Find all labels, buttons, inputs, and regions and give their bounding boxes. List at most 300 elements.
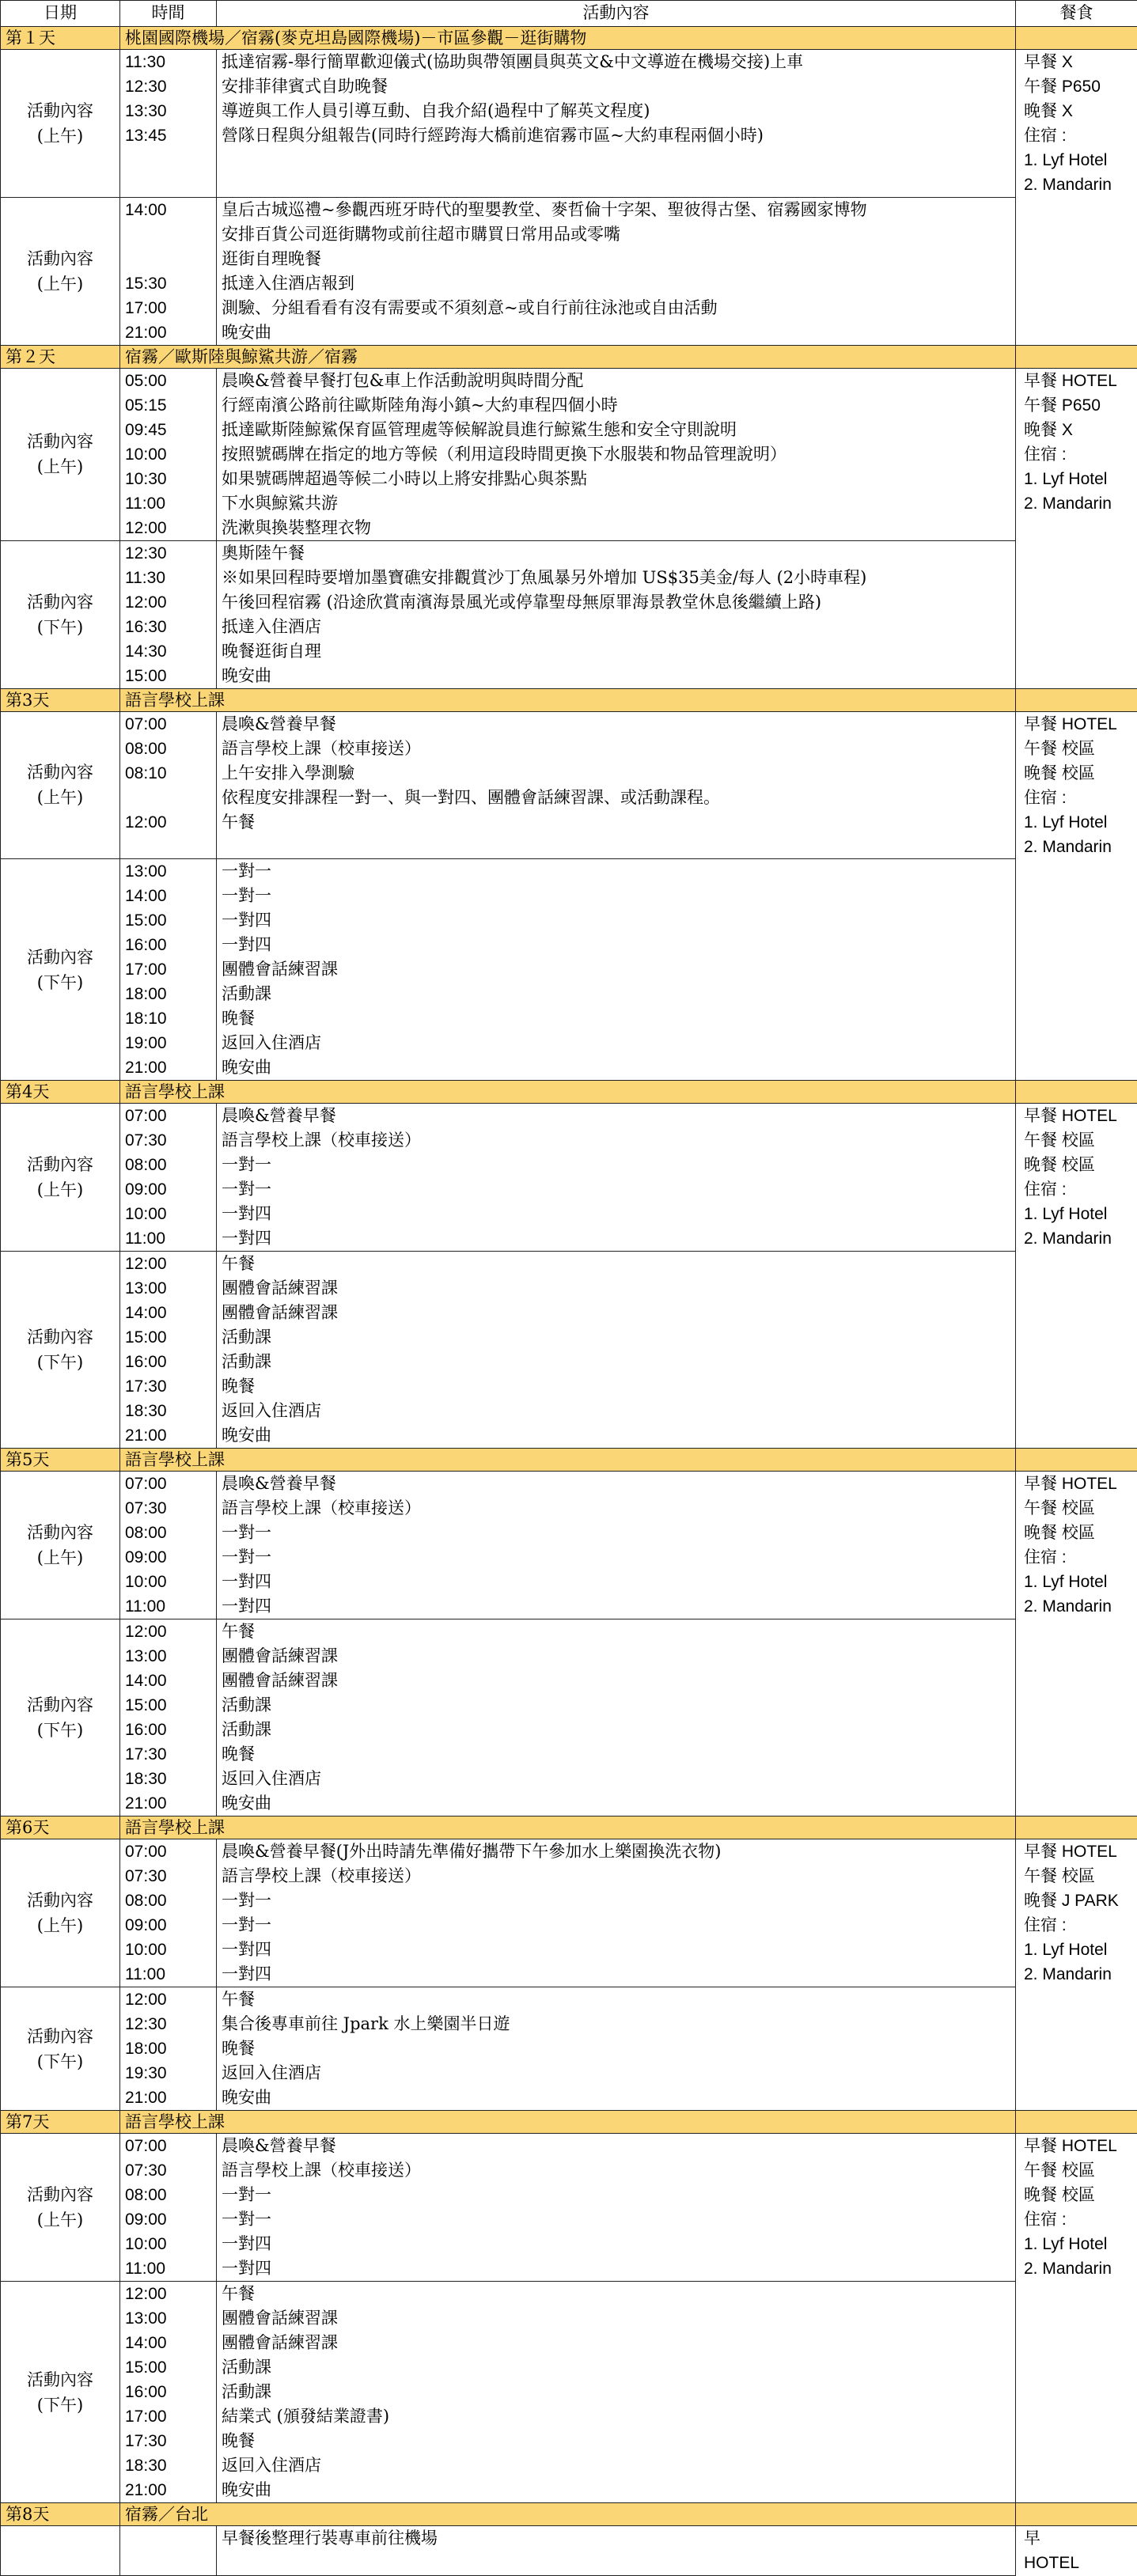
- schedule-activity: 一對一: [222, 1521, 1015, 1545]
- schedule-time: 15:00: [125, 908, 216, 933]
- day-meal-header-cell: [1016, 2111, 1137, 2134]
- schedule-time: 18:30: [125, 1399, 216, 1423]
- activity-column: [217, 1987, 1016, 2111]
- schedule-time: 07:30: [125, 1128, 216, 1153]
- schedule-activity: 一對四: [222, 2256, 1015, 2281]
- meals-cell: [1016, 50, 1137, 198]
- meals-cell-continued: [1016, 1987, 1137, 2111]
- day-label: 第4天: [1, 1081, 120, 1104]
- schedule-time: 21:00: [125, 1791, 216, 1816]
- day-title: 語言學校上課: [120, 688, 1016, 711]
- meal-entry: 晚餐 校區: [1024, 1521, 1137, 1545]
- segment-row: [1, 1839, 1137, 1987]
- schedule-time: 17:30: [125, 1742, 216, 1767]
- time-column: [120, 1619, 217, 1816]
- day-label: 第２天: [1, 345, 120, 368]
- schedule-time: 21:00: [125, 320, 216, 345]
- schedule-time: 08:00: [125, 1888, 216, 1913]
- schedule-time: 13:00: [125, 1644, 216, 1669]
- header-date: 日期: [1, 1, 120, 27]
- day-header-row: [1, 345, 1137, 368]
- meal-entry: 午餐 P650: [1024, 74, 1137, 99]
- schedule-time: 12:00: [125, 1252, 216, 1276]
- meal-entry: 晚餐 J PARK: [1024, 1888, 1137, 1913]
- schedule-time: 19:30: [125, 2061, 216, 2085]
- schedule-time: 07:30: [125, 1864, 216, 1888]
- schedule-time: 12:00: [125, 1987, 216, 2012]
- schedule-time: 07:00: [125, 1839, 216, 1864]
- day-meal-header-cell: [1016, 27, 1137, 50]
- meal-entry: 1. Lyf Hotel: [1024, 1570, 1137, 1594]
- activity-column: [217, 1619, 1016, 1816]
- day-label: 第5天: [1, 1449, 120, 1472]
- day-header-row: [1, 1081, 1137, 1104]
- schedule-time: [125, 786, 216, 810]
- day-title: 宿霧／台北: [120, 2503, 1016, 2526]
- segment-label: 活動內容 (上午): [1, 1839, 120, 1987]
- schedule-time: 15:00: [125, 1693, 216, 1718]
- schedule-activity: 午餐: [222, 1987, 1015, 2012]
- schedule-activity: 返回入住酒店: [222, 2453, 1015, 2478]
- meal-entry: 午餐 校區: [1024, 1128, 1137, 1153]
- day-header-row: [1, 1449, 1137, 1472]
- activity-column: [217, 1104, 1016, 1252]
- schedule-activity: 返回入住酒店: [222, 1031, 1015, 1055]
- schedule-time: [125, 222, 216, 247]
- meals-cell: [1016, 1839, 1137, 1987]
- schedule-activity: 一對四: [222, 1594, 1015, 1619]
- segment-row: [1, 711, 1137, 859]
- meals-cell: [1016, 368, 1137, 540]
- schedule-time: 11:00: [125, 1962, 216, 1987]
- meal-entry: 2. Mandarin: [1024, 1226, 1137, 1251]
- meal-entry: 早餐 HOTEL: [1024, 1472, 1137, 1496]
- schedule-activity: 語言學校上課（校車接送）: [222, 1128, 1015, 1153]
- schedule-time: 09:00: [125, 1177, 216, 1202]
- segment-row: [1, 2526, 1137, 2576]
- schedule-time: [125, 2526, 216, 2551]
- schedule-activity: 一對四: [222, 908, 1015, 933]
- time-column: [120, 859, 217, 1081]
- meal-entry: 2. Mandarin: [1024, 172, 1137, 197]
- schedule-time: 13:45: [125, 123, 216, 148]
- day-header-row: [1, 27, 1137, 50]
- schedule-time: 17:00: [125, 957, 216, 982]
- meal-entry: 2. Mandarin: [1024, 1962, 1137, 1987]
- schedule-time: 18:00: [125, 982, 216, 1006]
- time-column: [120, 50, 217, 198]
- segment-label: 活動內容 (上午): [1, 50, 120, 198]
- table-header-row: [1, 1, 1137, 27]
- schedule-activity: 晚餐: [222, 1374, 1015, 1399]
- meal-entry: 午餐 校區: [1024, 2158, 1137, 2183]
- day-title: 語言學校上課: [120, 2111, 1016, 2134]
- day-title: 語言學校上課: [120, 1816, 1016, 1839]
- schedule-time: 15:30: [125, 271, 216, 296]
- schedule-time: 14:30: [125, 639, 216, 664]
- schedule-time: 11:00: [125, 1594, 216, 1619]
- schedule-time: 18:00: [125, 2036, 216, 2061]
- schedule-activity: 測驗、分組看看有沒有需要或不須刻意~或自行前往泳池或自由活動: [222, 296, 1015, 320]
- segment-label: 活動內容 (下午): [1, 2282, 120, 2503]
- schedule-activity: 一對一: [222, 2207, 1015, 2232]
- schedule-time: 14:00: [125, 1669, 216, 1693]
- meal-entry: 午餐 校區: [1024, 737, 1137, 761]
- segment-label: [1, 2526, 120, 2576]
- schedule-time: 15:00: [125, 1325, 216, 1350]
- schedule-activity: 一對四: [222, 1962, 1015, 1987]
- schedule-activity: 一對一: [222, 1888, 1015, 1913]
- schedule-activity: 抵達入住酒店: [222, 615, 1015, 639]
- meals-cell-continued: [1016, 1252, 1137, 1449]
- meal-entry: 1. Lyf Hotel: [1024, 810, 1137, 835]
- time-column: [120, 1472, 217, 1619]
- schedule-time: 07:00: [125, 1104, 216, 1128]
- meal-entry: 早餐 X: [1024, 50, 1137, 74]
- schedule-time: 12:00: [125, 516, 216, 540]
- schedule-activity: 午餐: [222, 1252, 1015, 1276]
- segment-row: [1, 50, 1137, 198]
- meal-entry: 早餐 HOTEL: [1024, 1104, 1137, 1128]
- activity-column: [217, 1252, 1016, 1449]
- meal-entry: 1. Lyf Hotel: [1024, 1938, 1137, 1962]
- segment-row: [1, 1252, 1137, 1449]
- schedule-activity: 晨喚&營養早餐: [222, 2134, 1015, 2158]
- day-meal-header-cell: [1016, 1449, 1137, 1472]
- schedule-time: 09:00: [125, 1545, 216, 1570]
- schedule-time: 17:00: [125, 296, 216, 320]
- schedule-activity: 按照號碼牌在指定的地方等候（利用這段時間更換下水服裝和物品管理說明）: [222, 442, 1015, 467]
- schedule-activity: 晚餐: [222, 2036, 1015, 2061]
- schedule-time: 09:00: [125, 2207, 216, 2232]
- schedule-activity: 返回入住酒店: [222, 2061, 1015, 2085]
- schedule-activity: 抵達入住酒店報到: [222, 271, 1015, 296]
- schedule-time: 07:00: [125, 1472, 216, 1496]
- schedule-activity: 晚餐逛街自理: [222, 639, 1015, 664]
- schedule-activity: 晚安曲: [222, 1423, 1015, 1448]
- schedule-time: 11:30: [125, 566, 216, 590]
- meal-entry: 午餐 校區: [1024, 1864, 1137, 1888]
- schedule-time: 09:00: [125, 1913, 216, 1938]
- schedule-activity: 一對一: [222, 884, 1015, 908]
- meals-cell: [1016, 2134, 1137, 2282]
- schedule-time: 11:00: [125, 1226, 216, 1251]
- time-column: [120, 368, 217, 540]
- time-column: [120, 1839, 217, 1987]
- segment-label: 活動內容 (下午): [1, 1987, 120, 2111]
- schedule-activity: 晨喚&營養早餐(J外出時請先準備好攜帶下午參加水上樂園換洗衣物): [222, 1839, 1015, 1864]
- day-meal-header-cell: [1016, 688, 1137, 711]
- day-header-row: [1, 2503, 1137, 2526]
- schedule-activity: 依程度安排課程一對一、與一對四、團體會話練習課、或活動課程。: [222, 786, 1015, 810]
- schedule-time: 12:30: [125, 74, 216, 99]
- schedule-time: 12:00: [125, 590, 216, 615]
- schedule-time: 13:30: [125, 99, 216, 123]
- segment-label: 活動內容 (下午): [1, 1252, 120, 1449]
- meal-entry: 住宿 :: [1024, 442, 1137, 467]
- schedule-activity: 皇后古城巡禮~參觀西班牙時代的聖嬰教堂、麥哲倫十字架、聖彼得古堡、宿霧國家博物: [222, 198, 1015, 222]
- schedule-time: 16:00: [125, 2380, 216, 2404]
- schedule-time: 17:30: [125, 1374, 216, 1399]
- activity-column: [217, 2282, 1016, 2503]
- schedule-activity: 行經南濱公路前往歐斯陸角海小鎮~大約車程四個小時: [222, 393, 1015, 418]
- schedule-activity: 晚安曲: [222, 1055, 1015, 1080]
- schedule-activity: 團體會話練習課: [222, 2331, 1015, 2355]
- meal-entry: 早餐 HOTEL: [1024, 712, 1137, 737]
- schedule-activity: 晚餐: [222, 2429, 1015, 2453]
- segment-row: [1, 1987, 1137, 2111]
- schedule-activity: 晚安曲: [222, 2478, 1015, 2502]
- day-label: 第6天: [1, 1816, 120, 1839]
- day-label: 第7天: [1, 2111, 120, 2134]
- schedule-activity: 活動課: [222, 1718, 1015, 1742]
- day-meal-header-cell: [1016, 345, 1137, 368]
- meal-entry: 午餐 P650: [1024, 393, 1137, 418]
- schedule-time: 09:45: [125, 418, 216, 442]
- meal-entry: 2. Mandarin: [1024, 491, 1137, 516]
- schedule-activity: 午餐: [222, 810, 1015, 835]
- meals-cell-continued: [1016, 859, 1137, 1081]
- schedule-activity: 早餐後整理行裝專車前往機場: [222, 2526, 1015, 2551]
- schedule-activity: 午後回程宿霧 (沿途欣賞南濱海景風光或停靠聖母無原罪海景教堂休息後繼續上路): [222, 590, 1015, 615]
- schedule-activity: 一對四: [222, 1202, 1015, 1226]
- schedule-time: 05:15: [125, 393, 216, 418]
- meal-entry: 早餐 HOTEL: [1024, 369, 1137, 393]
- time-column: [120, 1987, 217, 2111]
- schedule-activity: 營隊日程與分組報告(同時行經跨海大橋前進宿霧市區~大約車程兩個小時): [222, 123, 1015, 148]
- schedule-activity: 集合後專車前往 Jpark 水上樂園半日遊: [222, 2012, 1015, 2036]
- schedule-time: 12:00: [125, 2282, 216, 2306]
- schedule-time: 13:00: [125, 1276, 216, 1301]
- meal-entry: 晚餐 X: [1024, 99, 1137, 123]
- schedule-time: 08:00: [125, 737, 216, 761]
- day-label: 第１天: [1, 27, 120, 50]
- segment-row: [1, 1472, 1137, 1619]
- schedule-time: 10:00: [125, 1570, 216, 1594]
- schedule-time: 10:00: [125, 442, 216, 467]
- meal-entry: 早餐 HOTEL: [1024, 2134, 1137, 2158]
- schedule-activity: 語言學校上課（校車接送）: [222, 2158, 1015, 2183]
- schedule-time: 10:00: [125, 2232, 216, 2256]
- segment-label: 活動內容 (上午): [1, 1472, 120, 1619]
- schedule-time: 15:00: [125, 2355, 216, 2380]
- segment-row: [1, 2134, 1137, 2282]
- schedule-activity: 活動課: [222, 1350, 1015, 1374]
- day-meal-header-cell: [1016, 2503, 1137, 2526]
- schedule-activity: 晚安曲: [222, 1791, 1015, 1816]
- schedule-time: 19:00: [125, 1031, 216, 1055]
- day-label: 第8天: [1, 2503, 120, 2526]
- meal-entry: 住宿 :: [1024, 2207, 1137, 2232]
- meals-cell-continued: [1016, 2282, 1137, 2503]
- schedule-activity: 一對一: [222, 2183, 1015, 2207]
- schedule-time: 15:00: [125, 664, 216, 688]
- meal-entry: 2. Mandarin: [1024, 1594, 1137, 1619]
- schedule-time: 10:00: [125, 1938, 216, 1962]
- schedule-activity: 一對一: [222, 1545, 1015, 1570]
- meals-cell-continued: [1016, 540, 1137, 688]
- meal-entry: 晚餐 X: [1024, 418, 1137, 442]
- schedule-activity: 團體會話練習課: [222, 957, 1015, 982]
- meal-entry: 早餐 HOTEL: [1024, 1839, 1137, 1864]
- segment-row: [1, 1104, 1137, 1252]
- schedule-activity: 語言學校上課（校車接送）: [222, 1864, 1015, 1888]
- day-label: 第3天: [1, 688, 120, 711]
- schedule-activity: 晚餐: [222, 1006, 1015, 1031]
- activity-column: [217, 1839, 1016, 1987]
- meal-entry: 晚餐 校區: [1024, 1153, 1137, 1177]
- meals-cell: [1016, 1472, 1137, 1619]
- meal-entry: 晚餐 校區: [1024, 761, 1137, 786]
- day-meal-header-cell: [1016, 1816, 1137, 1839]
- schedule-activity: 晨喚&營養早餐: [222, 1104, 1015, 1128]
- schedule-time: [125, 247, 216, 271]
- schedule-activity: 返回入住酒店: [222, 1767, 1015, 1791]
- schedule-activity: 如果號碼牌超過等候二小時以上將安排點心與茶點: [222, 467, 1015, 491]
- meals-cell: [1016, 2526, 1137, 2576]
- schedule-activity: 活動課: [222, 982, 1015, 1006]
- schedule-time: 05:00: [125, 369, 216, 393]
- segment-label: 活動內容 (上午): [1, 1104, 120, 1252]
- schedule-activity: 團體會話練習課: [222, 1669, 1015, 1693]
- schedule-activity: 晚餐: [222, 1742, 1015, 1767]
- schedule-activity: 活動課: [222, 1693, 1015, 1718]
- activity-column: [217, 2526, 1016, 2576]
- meal-entry: 午餐 校區: [1024, 1496, 1137, 1521]
- day-title: 宿霧／歐斯陸與鯨鯊共游／宿霧: [120, 345, 1016, 368]
- meals-cell-continued: [1016, 197, 1137, 345]
- schedule-activity: 一對一: [222, 1913, 1015, 1938]
- schedule-time: 21:00: [125, 1423, 216, 1448]
- schedule-time: 12:30: [125, 541, 216, 566]
- time-column: [120, 2526, 217, 2576]
- schedule-activity: 逛街自理晚餐: [222, 247, 1015, 271]
- schedule-activity: 語言學校上課（校車接送）: [222, 1496, 1015, 1521]
- meal-entry: 早: [1024, 2526, 1137, 2551]
- schedule-activity: 返回入住酒店: [222, 1399, 1015, 1423]
- header-activity: 活動內容: [217, 1, 1016, 27]
- segment-label: 活動內容 (下午): [1, 1619, 120, 1816]
- schedule-activity: 一對四: [222, 2232, 1015, 2256]
- schedule-activity: ※如果回程時要增加墨寶礁安排觀賞沙丁魚風暴另外增加 US$35美金/每人 (2小時車程): [222, 566, 1015, 590]
- schedule-time: 11:00: [125, 2256, 216, 2281]
- day-header-row: [1, 1816, 1137, 1839]
- schedule-activity: 晨喚&營養早餐打包&車上作活動說明與時間分配: [222, 369, 1015, 393]
- schedule-time: 07:30: [125, 1496, 216, 1521]
- segment-label: 活動內容 (下午): [1, 859, 120, 1081]
- schedule-activity: 導遊與工作人員引導互動、自我介紹(過程中了解英文程度): [222, 99, 1015, 123]
- activity-column: [217, 540, 1016, 688]
- schedule-time: 10:30: [125, 467, 216, 491]
- schedule-activity: 一對四: [222, 1570, 1015, 1594]
- schedule-activity: 活動課: [222, 2355, 1015, 2380]
- meal-entry: 2. Mandarin: [1024, 835, 1137, 859]
- day-title: 語言學校上課: [120, 1449, 1016, 1472]
- schedule-activity: 午餐: [222, 1619, 1015, 1644]
- segment-row: [1, 540, 1137, 688]
- time-column: [120, 711, 217, 859]
- schedule-activity: 團體會話練習課: [222, 1644, 1015, 1669]
- schedule-activity: 一對四: [222, 1226, 1015, 1251]
- segment-row: [1, 368, 1137, 540]
- schedule-activity: 下水與鯨鯊共游: [222, 491, 1015, 516]
- time-column: [120, 1252, 217, 1449]
- meal-entry: 住宿 :: [1024, 1545, 1137, 1570]
- schedule-time: 07:00: [125, 712, 216, 737]
- schedule-time: 13:00: [125, 2306, 216, 2331]
- schedule-activity: 晚安曲: [222, 664, 1015, 688]
- schedule-activity: 抵達歐斯陸鯨鯊保育區管理處等候解說員進行鯨鯊生態和安全守則說明: [222, 418, 1015, 442]
- schedule-time: 07:30: [125, 2158, 216, 2183]
- segment-label: 活動內容 (上午): [1, 197, 120, 345]
- schedule-time: 16:30: [125, 615, 216, 639]
- meal-entry: 1. Lyf Hotel: [1024, 148, 1137, 172]
- activity-column: [217, 859, 1016, 1081]
- schedule-activity: 語言學校上課（校車接送）: [222, 737, 1015, 761]
- segment-label: 活動內容 (上午): [1, 368, 120, 540]
- meal-entry: 1. Lyf Hotel: [1024, 467, 1137, 491]
- schedule-activity: 一對一: [222, 1153, 1015, 1177]
- schedule-time: 12:00: [125, 1619, 216, 1644]
- time-column: [120, 540, 217, 688]
- meals-cell-continued: [1016, 1619, 1137, 1816]
- schedule-time: 16:00: [125, 933, 216, 957]
- day-header-row: [1, 2111, 1137, 2134]
- schedule-time: 17:00: [125, 2404, 216, 2429]
- meal-entry: HOTEL: [1024, 2551, 1137, 2575]
- time-column: [120, 2282, 217, 2503]
- meal-entry: 住宿 :: [1024, 1177, 1137, 1202]
- schedule-time: 08:10: [125, 761, 216, 786]
- schedule-time: 16:00: [125, 1718, 216, 1742]
- activity-column: [217, 1472, 1016, 1619]
- schedule-time: 10:00: [125, 1202, 216, 1226]
- schedule-time: 13:00: [125, 859, 216, 884]
- schedule-time: 16:00: [125, 1350, 216, 1374]
- schedule-activity: 團體會話練習課: [222, 1276, 1015, 1301]
- schedule-activity: 晚安曲: [222, 2085, 1015, 2110]
- schedule-activity: 晚安曲: [222, 320, 1015, 345]
- schedule-time: 14:00: [125, 884, 216, 908]
- meals-cell: [1016, 1104, 1137, 1252]
- schedule-activity: 安排百貨公司逛街購物或前往超市購買日常用品或零嘴: [222, 222, 1015, 247]
- schedule-time: 18:30: [125, 1767, 216, 1791]
- schedule-time: 08:00: [125, 1153, 216, 1177]
- activity-column: [217, 2134, 1016, 2282]
- time-column: [120, 197, 217, 345]
- time-column: [120, 1104, 217, 1252]
- day-header-row: [1, 688, 1137, 711]
- schedule-time: 07:00: [125, 2134, 216, 2158]
- schedule-activity: 奧斯陸午餐: [222, 541, 1015, 566]
- schedule-time: 21:00: [125, 1055, 216, 1080]
- meal-entry: 住宿 :: [1024, 786, 1137, 810]
- schedule-time: 11:00: [125, 491, 216, 516]
- schedule-activity: 一對一: [222, 1177, 1015, 1202]
- meal-entry: 住宿 :: [1024, 123, 1137, 148]
- schedule-time: 11:30: [125, 50, 216, 74]
- segment-row: [1, 2282, 1137, 2503]
- schedule-activity: 晨喚&營養早餐: [222, 712, 1015, 737]
- schedule-time: 21:00: [125, 2085, 216, 2110]
- day-title: 語言學校上課: [120, 1081, 1016, 1104]
- schedule-time: 14:00: [125, 1301, 216, 1325]
- itinerary-body: [1, 27, 1137, 2576]
- schedule-activity: 午餐: [222, 2282, 1015, 2306]
- activity-column: [217, 711, 1016, 859]
- schedule-time: 08:00: [125, 1521, 216, 1545]
- activity-column: [217, 197, 1016, 345]
